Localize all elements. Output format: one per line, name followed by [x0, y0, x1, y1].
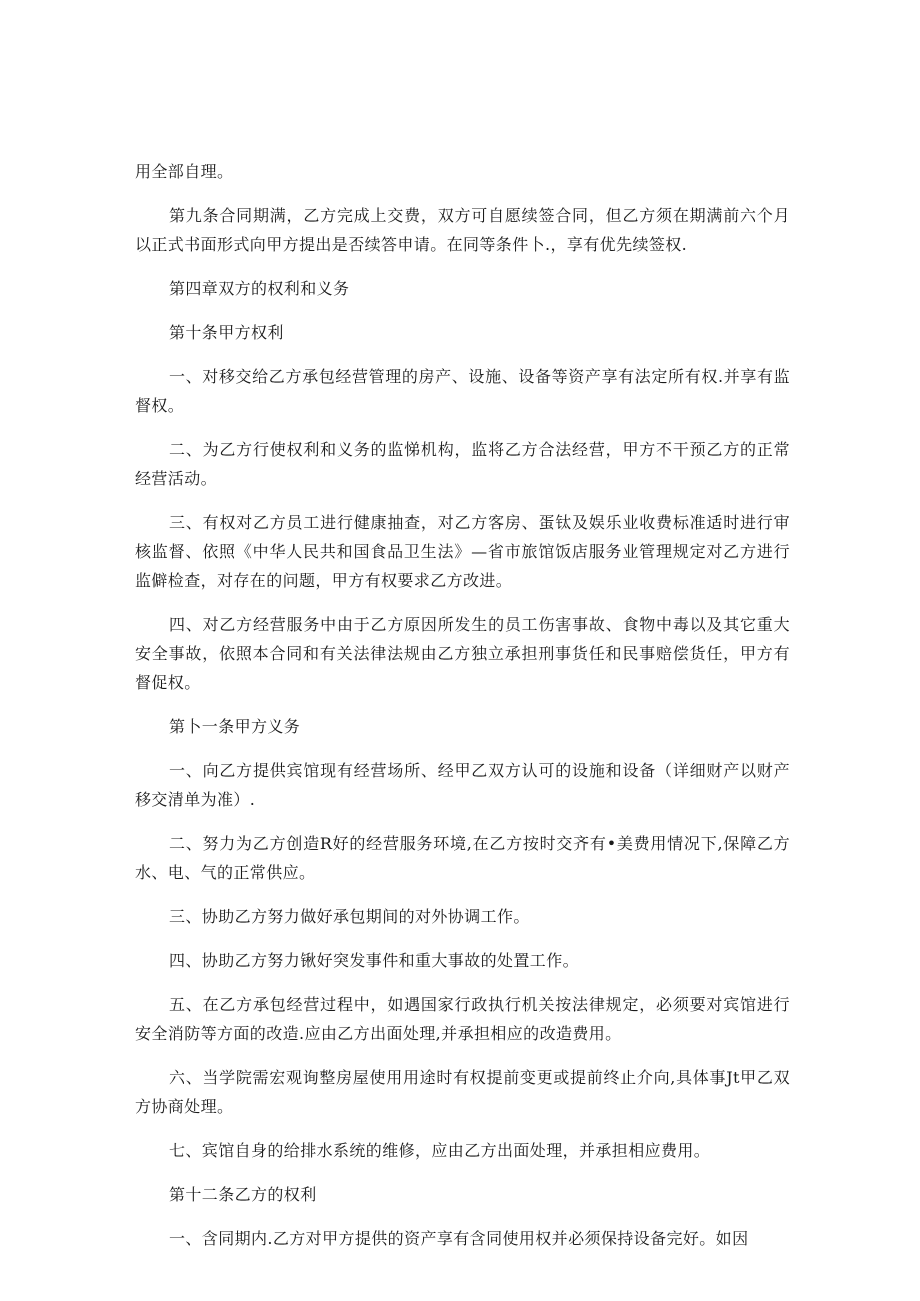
paragraph-11-6: 六、当学院需宏观询整房屋使用用途时有权提前变更或提前终止介向,具体事Jt甲乙双方协商处理。 [135, 1068, 790, 1116]
paragraph-12-1: 一、含同期内.乙方对甲方提供的资产享有含同使用权并必须保持设备完好。如因 [169, 1229, 749, 1248]
paragraph-continuation: 用全部自理。 [135, 162, 234, 181]
paragraph-11-3: 三、协助乙方努力做好承包期间的对外协调工作。 [169, 907, 530, 926]
paragraph-11-7: 七、宾馆自身的给排水系统的维修，应由乙方出面处理，并承担相应费用。 [169, 1141, 711, 1160]
article-heading-12: 第十二条乙方的权利 [169, 1185, 317, 1204]
chapter-heading-4: 第四章双方的权利和义务 [169, 279, 350, 298]
paragraph-11-5: 五、在乙方承包经营过程中，如遇国家行政执行机关按法律规定，必须要对宾馆进行安全消防等方面的改造.应由乙方出面处理,并承担相应的改造费用。 [135, 995, 790, 1043]
paragraph-article-9: 第九条合同期满，乙方完成上交费，双方可自愿续签合同，但乙方须在期满前六个月以正式书面形式向甲方提出是否续答申请。在同等条件卜.，享有优先续签权. [135, 206, 790, 254]
paragraph-10-3: 三、有权对乙方员工进行健康抽查，对乙方客房、蛋钛及娱乐业收费标准适时进行审核监督、依照《中华人民共和国食品卫生法》—省市旅馆饭店服务业管理规定对乙方进行监僻检查，对存在的问题，甲方有权要求乙方改进。 [135, 513, 790, 590]
article-heading-10: 第十条甲方权利 [169, 323, 284, 342]
paragraph-11-1: 一、向乙方提供宾馆现有经营场所、经甲乙双方认可的设施和设备（详细财产以财产移交清单为准）. [135, 761, 790, 809]
paragraph-11-2: 二、努力为乙方创造R好的经营服务环境,在乙方按时交齐有•美费用情况下,保障乙方水、电、气的正常供应。 [135, 834, 790, 882]
article-heading-11: 第卜一条甲方义务 [169, 717, 301, 736]
document-page [135, 157, 790, 1268]
paragraph-10-4: 四、对乙方经营服务中由于乙方原因所发生的员工伤害事故、食物中毒以及其它重大安全事故，依照本合同和有关法律法规由乙方独立承担刑事货任和民事赔偿货任，甲方有督促权。 [135, 615, 790, 692]
paragraph-10-1: 一、对移交给乙方承包经营管理的房产、设施、设备等资产享有法定所有权.并享有监督权。 [135, 367, 790, 415]
paragraph-10-2: 二、为乙方行使权利和义务的监悌机构，监将乙方合法经营，甲方不干预乙方的正常经营活动。 [135, 440, 790, 488]
paragraph-11-4: 四、协助乙方努力锹好突发事件和重大事故的处置工作。 [169, 951, 580, 970]
